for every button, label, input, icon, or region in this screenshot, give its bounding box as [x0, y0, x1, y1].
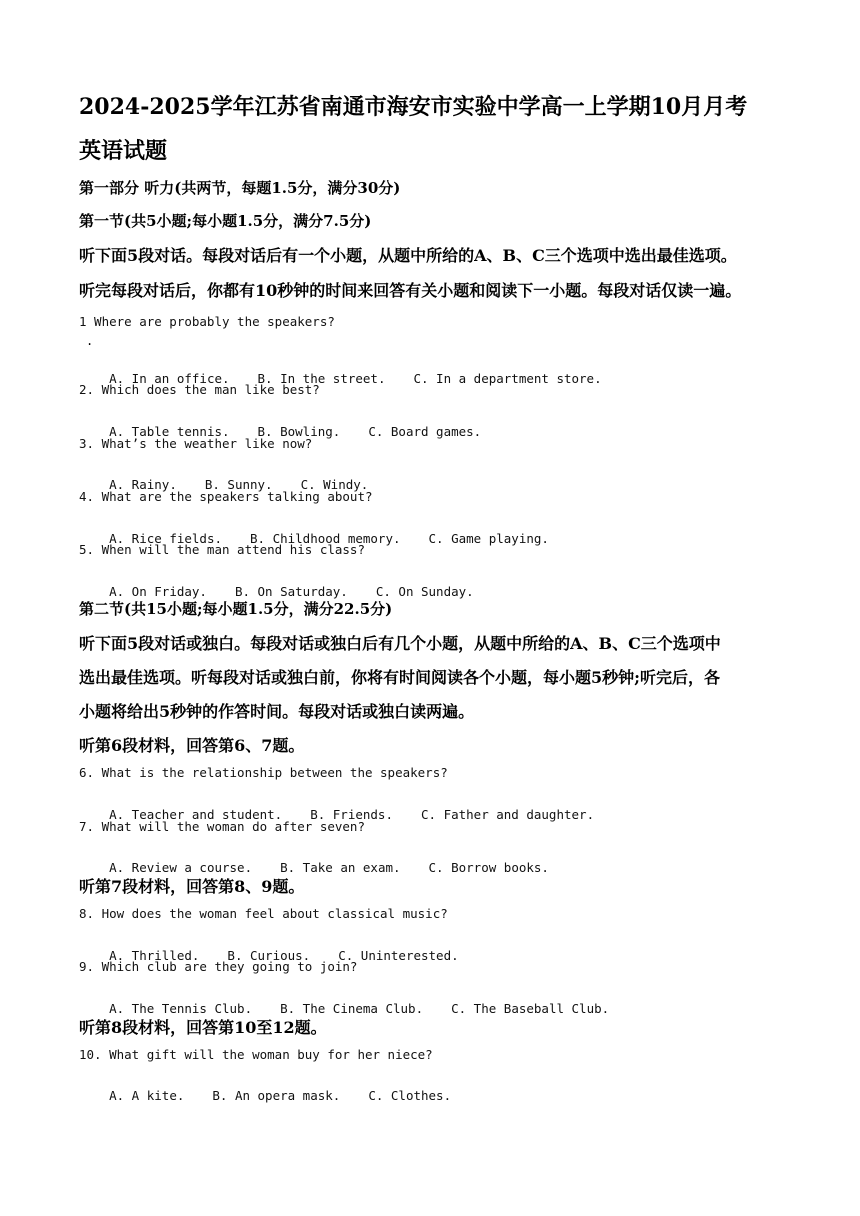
- q7-option-c: C. Borrow books.: [428, 860, 549, 875]
- q10-option-b: B. An opera mask.: [212, 1088, 341, 1103]
- q4-option-b: B. Childhood memory.: [250, 531, 401, 546]
- exam-title-line2: 英语试题: [79, 138, 168, 164]
- section1-instruction-2: 听完每段对话后，你都有10秒钟的时间来回答有关小题和阅读下一小题。每段对话仅读一遍。: [79, 281, 742, 300]
- q1-option-c: C. In a department store.: [413, 371, 602, 386]
- q8-option-a: A. Thrilled.: [109, 948, 200, 963]
- q2-option-b: B. Bowling.: [257, 424, 341, 439]
- q7-stem: 7. What will the woman do after seven?: [79, 819, 365, 834]
- q9-option-b: B. The Cinema Club.: [280, 1001, 424, 1016]
- q7-option-b: B. Take an exam.: [280, 860, 401, 875]
- section2-instruction-1: 听下面5段对话或独白。每段对话或独白后有几个小题，从题中所给的A、B、C三个选项中: [79, 634, 721, 653]
- q6-option-a: A. Teacher and student.: [109, 807, 283, 822]
- q1-option-b: B. In the street.: [257, 371, 386, 386]
- q6-option-b: B. Friends.: [310, 807, 393, 822]
- q10-option-c: C. Clothes.: [368, 1088, 452, 1103]
- q6-option-c: C. Father and daughter.: [421, 807, 595, 822]
- section2-instruction-2: 选出最佳选项。听每段对话或独白前，你将有时间阅读各个小题，每小题5秒钟;听完后，各: [79, 668, 721, 687]
- q6-stem: 6. What is the relationship between the speakers?: [79, 765, 448, 780]
- q2-stem: 2. Which does the man like best?: [79, 382, 320, 397]
- part1-heading: 第一部分 听力(共两节，每题1.5分，满分30分): [79, 179, 401, 197]
- q3-option-c: C. Windy.: [300, 477, 369, 492]
- q8-stem: 8. How does the woman feel about classical music?: [79, 906, 448, 921]
- q5-option-c: C. On Sunday.: [375, 584, 474, 599]
- q10-options: [79, 1073, 451, 1118]
- material8-heading: 听第8段材料，回答第10至12题。: [79, 1018, 327, 1037]
- q9-option-a: A. The Tennis Club.: [109, 1001, 253, 1016]
- q5-stem: 5. When will the man attend his class?: [79, 542, 365, 557]
- q5-option-a: A. On Friday.: [109, 584, 207, 599]
- q2-option-a: A. Table tennis.: [109, 424, 230, 439]
- q9-option-c: C. The Baseball Club.: [451, 1001, 610, 1016]
- q3-stem: 3. What’s the weather like now?: [79, 436, 313, 451]
- q4-option-c: C. Game playing.: [428, 531, 549, 546]
- q3-option-b: B. Sunny.: [204, 477, 273, 492]
- q5-option-b: B. On Saturday.: [234, 584, 348, 599]
- q10-stem: 10. What gift will the woman buy for her niece?: [79, 1047, 433, 1062]
- material6-heading: 听第6段材料，回答第6、7题。: [79, 736, 305, 755]
- section2-instruction-3: 小题将给出5秒钟的作答时间。每段对话或独白读两遍。: [79, 702, 475, 721]
- q4-option-a: A. Rice fields.: [109, 531, 222, 546]
- q8-option-c: C. Uninterested.: [338, 948, 459, 963]
- q9-stem: 9. Which club are they going to join?: [79, 959, 358, 974]
- q1-stem: 1 Where are probably the speakers?: [79, 314, 335, 329]
- section2-heading: 第二节(共15小题;每小题1.5分，满分22.5分): [79, 600, 393, 618]
- section1-instruction-1: 听下面5段对话。每段对话后有一个小题，从题中所给的A、B、C三个选项中选出最佳选项。: [79, 246, 737, 265]
- q7-option-a: A. Review a course.: [109, 860, 253, 875]
- q4-stem: 4. What are the speakers talking about?: [79, 489, 373, 504]
- material7-heading: 听第7段材料，回答第8、9题。: [79, 877, 305, 896]
- q10-option-a: A. A kite.: [109, 1088, 185, 1103]
- q8-option-b: B. Curious.: [227, 948, 311, 963]
- q3-option-a: A. Rainy.: [109, 477, 177, 492]
- q1-stray-dot: .: [86, 334, 94, 348]
- exam-title-line1: 2024-2025学年江苏省南通市海安市实验中学高一上学期10月月考: [79, 94, 748, 120]
- section1-heading: 第一节(共5小题;每小题1.5分，满分7.5分): [79, 212, 372, 230]
- q1-option-a: A. In an office.: [109, 371, 230, 386]
- q2-option-c: C. Board games.: [368, 424, 482, 439]
